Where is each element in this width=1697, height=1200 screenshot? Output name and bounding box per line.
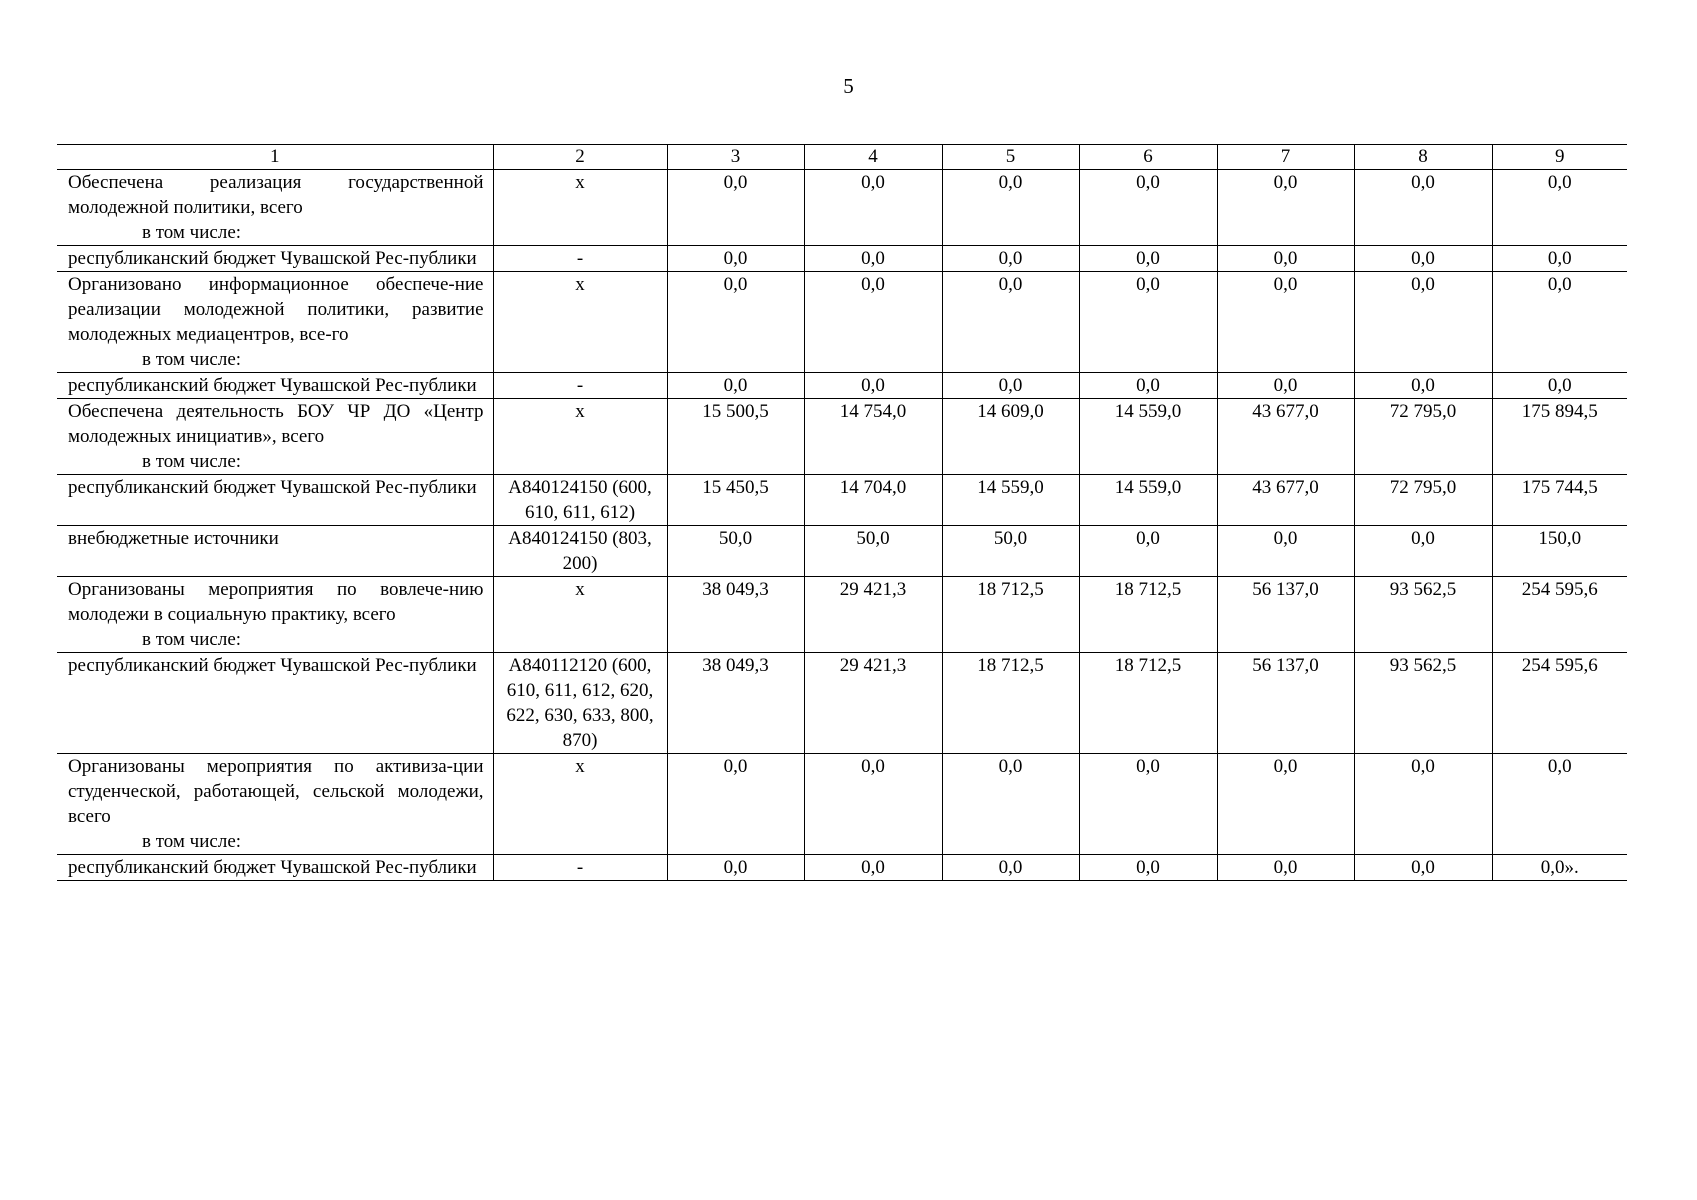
- row-value-col-8: 0,0: [1354, 272, 1492, 373]
- row-description-text: республиканский бюджет Чувашской Рес-публики: [68, 375, 477, 396]
- row-value-col-7: 56 137,0: [1217, 653, 1354, 754]
- row-value-col-3: 0,0: [667, 272, 804, 373]
- row-value-col-7: 0,0: [1217, 170, 1354, 246]
- header-row: [57, 145, 1627, 170]
- row-value-col-4: 14 754,0: [804, 399, 942, 475]
- table-row: [57, 754, 1627, 855]
- row-value-col-8: 93 562,5: [1354, 653, 1492, 754]
- row-value-col-6: 14 559,0: [1079, 475, 1217, 526]
- row-value-col-9: 0,0: [1492, 272, 1627, 373]
- header-cell: 5: [942, 145, 1079, 170]
- table-body: [57, 145, 1627, 881]
- row-description-text: республиканский бюджет Чувашской Рес-публики: [68, 248, 477, 269]
- row-budget-code: -: [493, 246, 667, 272]
- row-value-col-4: 50,0: [804, 526, 942, 577]
- row-value-col-9: 175 894,5: [1492, 399, 1627, 475]
- row-value-col-9: 0,0: [1492, 170, 1627, 246]
- row-value-col-3: 0,0: [667, 373, 804, 399]
- row-value-col-7: 0,0: [1217, 246, 1354, 272]
- row-value-col-7: 43 677,0: [1217, 475, 1354, 526]
- header-cell: 2: [493, 145, 667, 170]
- row-value-col-4: 0,0: [804, 272, 942, 373]
- row-value-col-5: 0,0: [942, 170, 1079, 246]
- row-budget-code: А840124150 (803, 200): [493, 526, 667, 577]
- table-row: [57, 653, 1627, 754]
- row-description: [57, 577, 493, 653]
- row-value-col-9: 0,0: [1492, 754, 1627, 855]
- row-value-col-8: 0,0: [1354, 373, 1492, 399]
- row-description-text: внебюджетные источники: [68, 528, 279, 549]
- row-value-col-7: 0,0: [1217, 754, 1354, 855]
- row-description-text: республиканский бюджет Чувашской Рес-публики: [68, 655, 477, 676]
- row-value-col-3: 0,0: [667, 855, 804, 881]
- row-value-col-8: 72 795,0: [1354, 399, 1492, 475]
- row-value-col-4: 29 421,3: [804, 577, 942, 653]
- row-budget-code: х: [493, 399, 667, 475]
- row-description-text: Обеспечена деятельность БОУ ЧР ДО «Центр молодежных инициатив», всего: [68, 401, 484, 447]
- row-subtitle: в том числе:: [142, 451, 242, 472]
- row-value-col-7: 43 677,0: [1217, 399, 1354, 475]
- row-subtitle: в том числе:: [142, 831, 242, 852]
- row-budget-code: х: [493, 272, 667, 373]
- row-value-col-3: 15 450,5: [667, 475, 804, 526]
- row-value-col-3: 15 500,5: [667, 399, 804, 475]
- row-budget-code: х: [493, 577, 667, 653]
- row-budget-code: -: [493, 373, 667, 399]
- row-budget-code: А840124150 (600, 610, 611, 612): [493, 475, 667, 526]
- row-description: [57, 399, 493, 475]
- row-value-col-3: 0,0: [667, 246, 804, 272]
- row-value-col-6: 14 559,0: [1079, 399, 1217, 475]
- row-value-col-6: 0,0: [1079, 526, 1217, 577]
- row-value-col-9: 150,0: [1492, 526, 1627, 577]
- row-description-text: республиканский бюджет Чувашской Рес-публики: [68, 857, 477, 878]
- row-value-col-9: 0,0: [1492, 246, 1627, 272]
- row-value-col-8: 72 795,0: [1354, 475, 1492, 526]
- row-value-col-5: 14 609,0: [942, 399, 1079, 475]
- row-value-col-7: 56 137,0: [1217, 577, 1354, 653]
- row-value-col-5: 50,0: [942, 526, 1079, 577]
- table-row: [57, 170, 1627, 246]
- table-row: [57, 246, 1627, 272]
- table-row: [57, 526, 1627, 577]
- row-description-text: Организованы мероприятия по активиза-ции студенческой, работающей, сельской молодежи, всего: [68, 756, 484, 827]
- row-description: [57, 754, 493, 855]
- row-value-col-6: 18 712,5: [1079, 577, 1217, 653]
- row-value-col-3: 0,0: [667, 754, 804, 855]
- row-value-col-9: 254 595,6: [1492, 653, 1627, 754]
- header-cell: 1: [57, 145, 493, 170]
- row-description: [57, 855, 493, 881]
- row-value-col-9: 175 744,5: [1492, 475, 1627, 526]
- header-cell: 6: [1079, 145, 1217, 170]
- row-value-col-5: 0,0: [942, 272, 1079, 373]
- row-value-col-4: 0,0: [804, 170, 942, 246]
- row-budget-code: -: [493, 855, 667, 881]
- row-value-col-7: 0,0: [1217, 373, 1354, 399]
- row-value-col-8: 0,0: [1354, 246, 1492, 272]
- header-cell: 7: [1217, 145, 1354, 170]
- row-value-col-4: 0,0: [804, 754, 942, 855]
- row-budget-code: х: [493, 170, 667, 246]
- row-value-col-3: 38 049,3: [667, 653, 804, 754]
- row-value-col-5: 0,0: [942, 855, 1079, 881]
- table-row: [57, 272, 1627, 373]
- row-value-col-4: 14 704,0: [804, 475, 942, 526]
- row-value-col-3: 50,0: [667, 526, 804, 577]
- row-description: [57, 246, 493, 272]
- row-value-col-5: 18 712,5: [942, 577, 1079, 653]
- table-row: [57, 475, 1627, 526]
- row-description-text: Обеспечена реализация государственной молодежной политики, всего: [68, 172, 484, 218]
- row-value-col-6: 0,0: [1079, 246, 1217, 272]
- row-value-col-4: 0,0: [804, 855, 942, 881]
- header-cell: 8: [1354, 145, 1492, 170]
- row-description: [57, 526, 493, 577]
- row-value-col-5: 0,0: [942, 246, 1079, 272]
- row-description-text: Организовано информационное обеспече-ние реализации молодежной политики, развитие молодежных медиацентров, все-го: [68, 274, 484, 345]
- row-subtitle: в том числе:: [142, 349, 242, 370]
- table-row: [57, 855, 1627, 881]
- row-value-col-7: 0,0: [1217, 855, 1354, 881]
- row-value-col-6: 0,0: [1079, 754, 1217, 855]
- row-value-col-8: 0,0: [1354, 754, 1492, 855]
- row-value-col-7: 0,0: [1217, 526, 1354, 577]
- row-subtitle: в том числе:: [142, 629, 242, 650]
- budget-table: [57, 144, 1627, 881]
- table-row: [57, 373, 1627, 399]
- row-value-col-6: 0,0: [1079, 170, 1217, 246]
- row-value-col-9: 254 595,6: [1492, 577, 1627, 653]
- row-description-text: Организованы мероприятия по вовлече-нию молодежи в социальную практику, всего: [68, 579, 484, 625]
- table-row: [57, 399, 1627, 475]
- row-value-col-5: 0,0: [942, 373, 1079, 399]
- row-value-col-9: 0,0».: [1492, 855, 1627, 881]
- row-value-col-4: 0,0: [804, 246, 942, 272]
- row-value-col-4: 0,0: [804, 373, 942, 399]
- table-row: [57, 577, 1627, 653]
- row-value-col-5: 18 712,5: [942, 653, 1079, 754]
- header-cell: 3: [667, 145, 804, 170]
- row-value-col-4: 29 421,3: [804, 653, 942, 754]
- row-description: [57, 272, 493, 373]
- row-description-text: республиканский бюджет Чувашской Рес-публики: [68, 477, 477, 498]
- row-value-col-6: 0,0: [1079, 272, 1217, 373]
- row-value-col-5: 0,0: [942, 754, 1079, 855]
- row-value-col-6: 18 712,5: [1079, 653, 1217, 754]
- row-value-col-8: 93 562,5: [1354, 577, 1492, 653]
- row-budget-code: х: [493, 754, 667, 855]
- row-value-col-9: 0,0: [1492, 373, 1627, 399]
- row-value-col-8: 0,0: [1354, 855, 1492, 881]
- page-number: 5: [843, 74, 854, 98]
- row-value-col-7: 0,0: [1217, 272, 1354, 373]
- row-description: [57, 373, 493, 399]
- row-budget-code: А840112120 (600, 610, 611, 612, 620, 622, 630, 633, 800, 870): [493, 653, 667, 754]
- row-description: [57, 170, 493, 246]
- row-description: [57, 653, 493, 754]
- row-value-col-5: 14 559,0: [942, 475, 1079, 526]
- row-value-col-6: 0,0: [1079, 855, 1217, 881]
- row-description: [57, 475, 493, 526]
- row-value-col-8: 0,0: [1354, 170, 1492, 246]
- row-value-col-3: 0,0: [667, 170, 804, 246]
- row-subtitle: в том числе:: [142, 222, 242, 243]
- row-value-col-8: 0,0: [1354, 526, 1492, 577]
- header-cell: 9: [1492, 145, 1627, 170]
- row-value-col-3: 38 049,3: [667, 577, 804, 653]
- row-value-col-6: 0,0: [1079, 373, 1217, 399]
- header-cell: 4: [804, 145, 942, 170]
